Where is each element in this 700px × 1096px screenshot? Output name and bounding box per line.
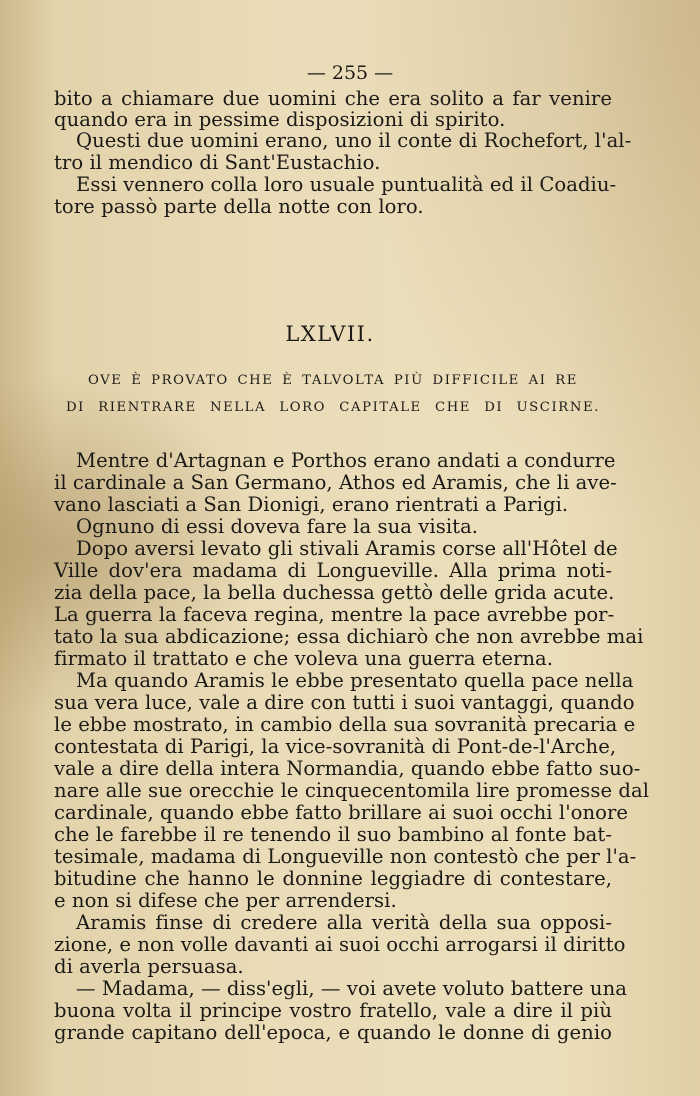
text-line: bito a chiamare due uomini che era solito a far venire xyxy=(54,87,612,110)
text-line: Ognuno di essi doveva fare la sua visita. xyxy=(76,515,479,538)
page-number: — 255 — xyxy=(306,62,394,84)
chapter-title-line-1: OVE È PROVATO CHE È TALVOLTA PIÙ DIFFICILE AI RE xyxy=(88,373,578,388)
text-line: grande capitano dell'epoca, e quando le donne di genio xyxy=(54,1021,612,1044)
text-line: Aramis finse di credere alla verità della sua opposi- xyxy=(76,911,612,934)
text-line: zione, e non volle davanti ai suoi occhi arrogarsi il diritto xyxy=(54,933,626,956)
text-line: Ma quando Aramis le ebbe presentato quella pace nella xyxy=(76,669,634,692)
text-line: e non si difese che per arrendersi. xyxy=(54,889,397,912)
text-line: Dopo aversi levato gli stivali Aramis corse all'Hôtel de xyxy=(76,537,618,560)
text-line: di averla persuasa. xyxy=(54,955,244,978)
text-line: tore passò parte della notte con loro. xyxy=(54,195,424,218)
text-line: tesimale, madama di Longueville non contestò che per l'a- xyxy=(54,845,637,868)
chapter-title-line-2: DI RIENTRARE NELLA LORO CAPITALE CHE DI USCIRNE. xyxy=(66,400,600,415)
text-line: che le farebbe il re tenendo il suo bambino al fonte bat- xyxy=(54,823,612,846)
text-line: le ebbe mostrato, in cambio della sua sovranità precaria e xyxy=(54,713,636,736)
text-line: cardinale, quando ebbe fatto brillare ai suoi occhi l'onore xyxy=(54,801,629,824)
text-line: Essi vennero colla loro usuale puntualità ed il Coadiu- xyxy=(76,173,617,196)
text-line: bitudine che hanno le donnine leggiadre di contestare, xyxy=(54,867,612,890)
text-line: sua vera luce, vale a dire con tutti i suoi vantaggi, quando xyxy=(54,691,635,714)
text-line: tro il mendico di Sant'Eustachio. xyxy=(54,151,381,174)
text-line: tato la sua abdicazione; essa dichiarò che non avrebbe mai xyxy=(54,625,644,648)
text-line: Ville dov'era madama di Longueville. Alla prima noti- xyxy=(54,559,612,582)
chapter-number: LXLVII. xyxy=(285,322,375,346)
text-line: vano lasciati a San Dionigi, erano rientrati a Parigi. xyxy=(54,493,569,516)
text-line: Questi due uomini erano, uno il conte di Rochefort, l'al- xyxy=(76,129,632,152)
text-line: La guerra la faceva regina, mentre la pace avrebbe por- xyxy=(54,603,615,626)
text-line: il cardinale a San Germano, Athos ed Aramis, che li ave- xyxy=(54,471,617,494)
text-line: Mentre d'Artagnan e Porthos erano andati a condurre xyxy=(76,449,616,472)
text-line: — Madama, — diss'egli, — voi avete voluto battere una xyxy=(76,977,627,1000)
text-line: vale a dire della intera Normandia, quando ebbe fatto suo- xyxy=(54,757,641,780)
text-line: zia della pace, la bella duchessa gettò delle grida acute. xyxy=(54,581,615,604)
text-line: quando era in pessime disposizioni di spirito. xyxy=(54,108,506,131)
text-line: nare alle sue orecchie le cinquecentomila lire promesse dal xyxy=(54,779,650,802)
text-line: buona volta il principe vostro fratello, vale a dire il più xyxy=(54,999,612,1022)
text-line: contestata di Parigi, la vice-sovranità di Pont-de-l'Arche, xyxy=(54,735,617,758)
text-line: firmato il trattato e che voleva una guerra eterna. xyxy=(54,647,554,670)
